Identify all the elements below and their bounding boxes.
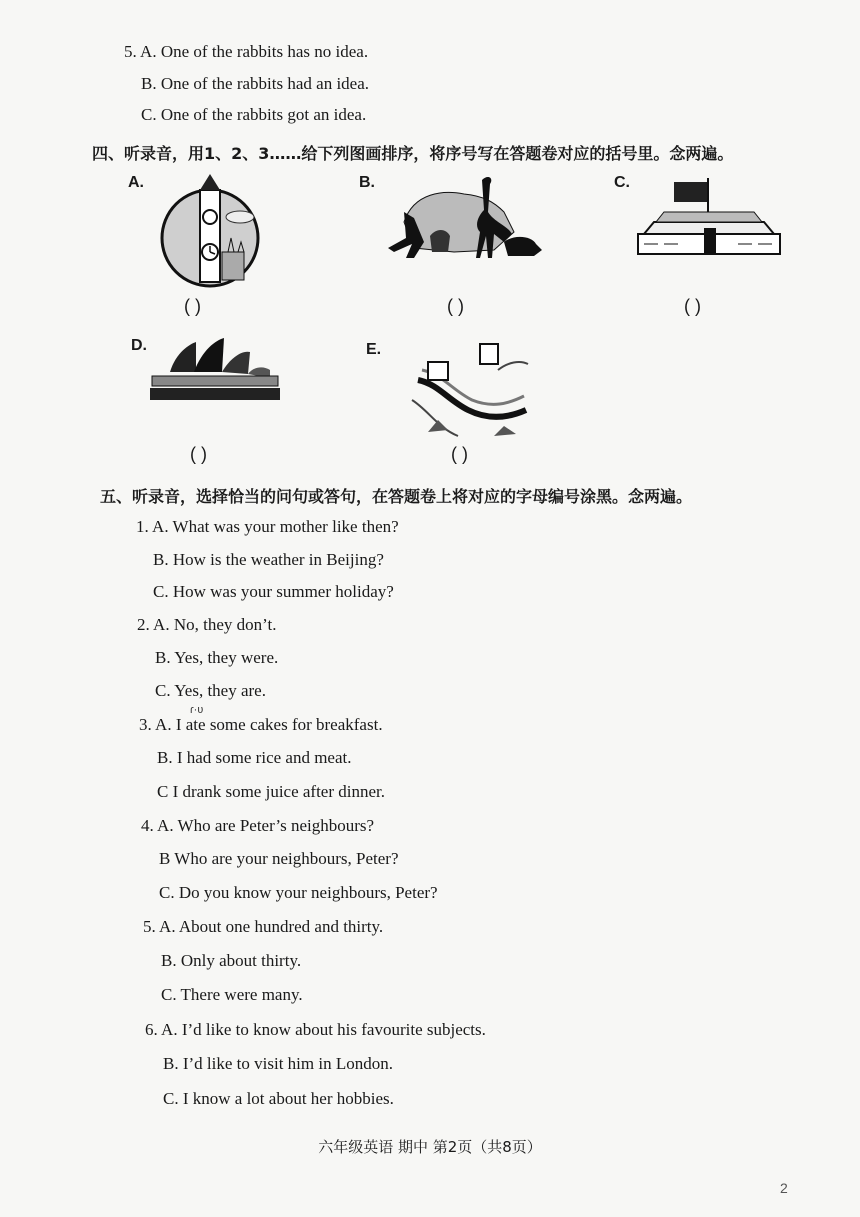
s5-q5-option-a: 5. A. About one hundred and thirty. xyxy=(143,917,384,936)
s5-q6-option-c: C. I know a lot about her hobbies. xyxy=(163,1089,394,1108)
s5-q5-option-c: C. There were many. xyxy=(161,985,303,1004)
answer-blank-b[interactable]: ( ) xyxy=(447,296,464,316)
big-ben-picture xyxy=(160,172,260,290)
s5-q1-option-c: C. How was your summer holiday? xyxy=(153,582,394,601)
s5-q1-option-a: 1. A. What was your mother like then? xyxy=(136,517,399,536)
answer-blank-c[interactable]: ( ) xyxy=(684,296,701,316)
section-five-heading: 五、听录音，选择恰当的问句或答句，在答题卷上将对应的字母编号涂黑。念两遍。 xyxy=(100,487,693,506)
page-footer: 六年级英语 期中 第2页（共8页） xyxy=(318,1138,542,1156)
picture-label-e: E. xyxy=(366,341,382,358)
s5-q4-option-b: B Who are your neighbours, Peter? xyxy=(159,849,399,868)
sydney-opera-house-picture xyxy=(150,332,280,406)
corner-page-number: 2 xyxy=(780,1180,788,1196)
answer-blank-e[interactable]: ( ) xyxy=(451,444,468,464)
s5-q2-option-c: C. Yes, they are. xyxy=(155,681,266,700)
australian-animals-picture xyxy=(384,172,548,264)
s3-q5-option-b: B. One of the rabbits had an idea. xyxy=(141,74,370,93)
s5-q6-option-b: B. I’d like to visit him in London. xyxy=(163,1054,393,1073)
s5-q2-option-a: 2. A. No, they don’t. xyxy=(137,615,277,634)
picture-label-a: A. xyxy=(128,174,144,191)
s3-q5-option-a: 5. A. One of the rabbits has no idea. xyxy=(124,42,369,61)
picture-label-b: B. xyxy=(359,174,375,191)
s5-q2-option-b: B. Yes, they were. xyxy=(155,648,279,667)
s3-q5-option-c: C. One of the rabbits got an idea. xyxy=(141,105,367,124)
tiananmen-picture xyxy=(634,172,784,264)
handwritten-mark: ɾ·ʋ xyxy=(190,704,204,716)
s5-q3-option-a: 3. A. I ate some cakes for breakfast. xyxy=(139,715,383,734)
s5-q4-option-c: C. Do you know your neighbours, Peter? xyxy=(159,883,438,902)
picture-label-d: D. xyxy=(131,337,147,354)
answer-blank-d[interactable]: ( ) xyxy=(190,444,207,464)
s5-q4-option-a: 4. A. Who are Peter’s neighbours? xyxy=(141,816,375,835)
picture-label-c: C. xyxy=(614,174,630,191)
answer-blank-a[interactable]: ( ) xyxy=(184,296,201,316)
great-wall-picture xyxy=(408,340,532,440)
s5-q3-option-c: C I drank some juice after dinner. xyxy=(157,782,386,801)
s5-q3-option-b: B. I had some rice and meat. xyxy=(157,748,352,767)
section-four-heading: 四、听录音，用1、2、3……给下列图画排序，将序号写在答题卷对应的括号里。念两遍。 xyxy=(92,144,734,163)
s5-q6-option-a: 6. A. I’d like to know about his favourite subjects. xyxy=(145,1020,486,1039)
s5-q5-option-b: B. Only about thirty. xyxy=(161,951,302,970)
s5-q1-option-b: B. How is the weather in Beijing? xyxy=(153,550,384,569)
